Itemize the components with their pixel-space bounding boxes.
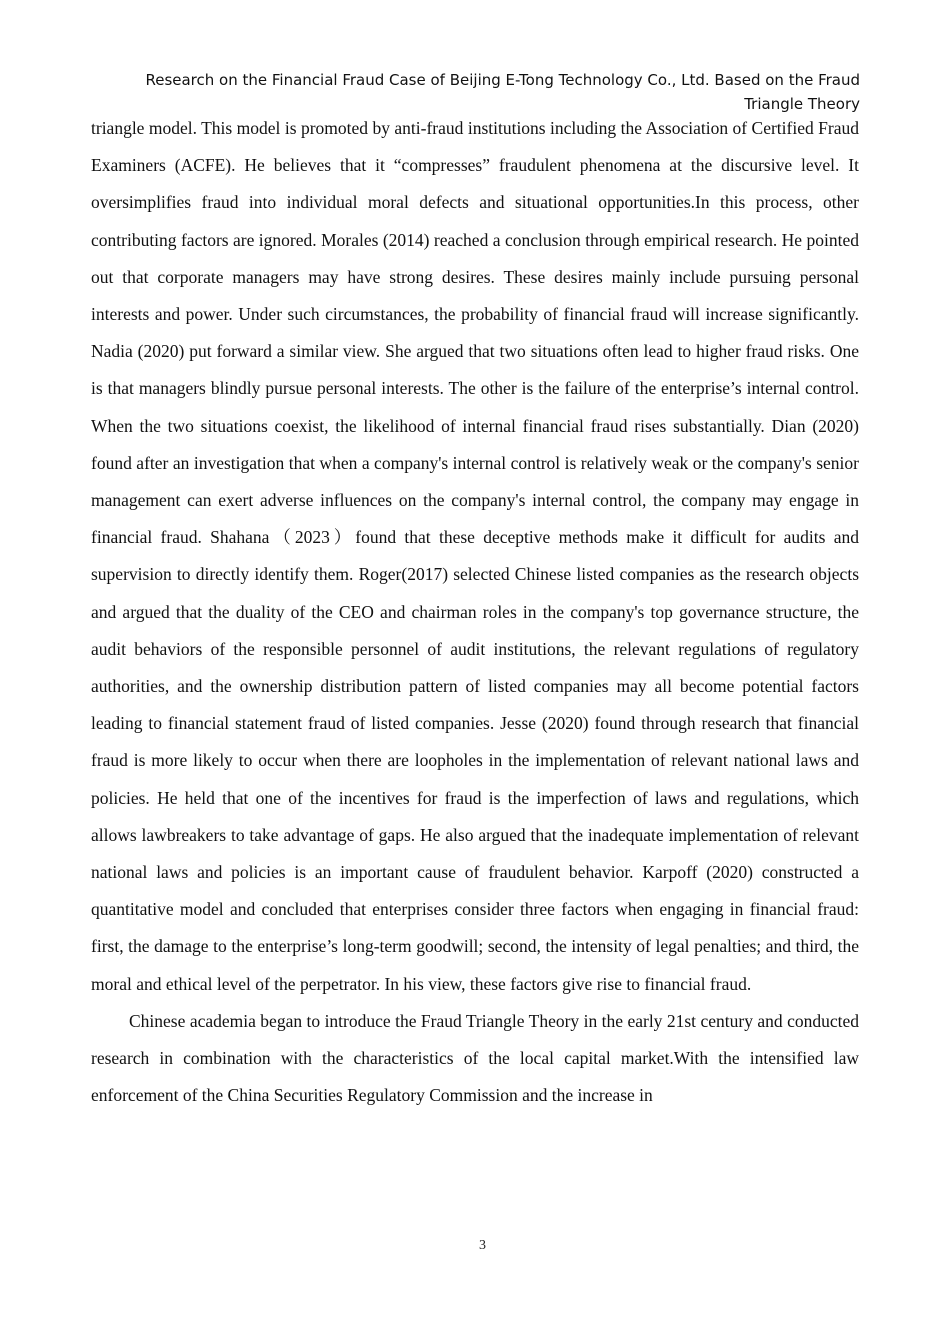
page-number: 3	[479, 1238, 486, 1253]
body-text	[91, 110, 859, 1114]
paragraph-chinese-academia: Chinese academia began to introduce the Fraud Triangle Theory in the early 21st century and conducted research in combination with the characteristics of the local capital market.With the intensified law enforcement of the China Securities Regulatory Commission and the increase in	[91, 1010, 859, 1106]
paragraph-continued: triangle model. This model is promoted by anti-fraud institutions including the Association of Certified Fraud Examiners (ACFE). He believes that it “compresses” fraudulent phenomena at the discursive level. It oversimplifies fraud into individual moral defects and situational opportunities.In this process, other contributing factors are ignored. Morales (2014) reached a conclusion through empirical research. He pointed out that corporate managers may have strong desires. These desires mainly include pursuing personal interests and power. Under such circumstances, the probability of financial fraud will increase significantly. Nadia (2020) put forward a similar view. She argued that two situations often lead to higher fraud risks. One is that managers blindly pursue personal interests. The other is the failure of the enterprise’s internal control. When the two situations coexist, the likelihood of internal financial fraud rises substantially. Dian (2020) found after an investigation that when a company's internal control is relatively weak or the company's senior management can exert adverse influences on the company's internal control, the company may engage in financial fraud. Shahana（2023）found that these deceptive methods make it difficult for audits and supervision to directly identify them. Roger(2017) selected Chinese listed companies as the research objects and argued that the duality of the CEO and chairman roles in the company's top governance structure, the audit behaviors of the responsible personnel of audit institutions, the relevant regulations of regulatory authorities, and the ownership distribution pattern of listed companies may all become potential factors leading to financial statement fraud of listed companies. Jesse (2020) found through research that financial fraud is more likely to occur when there are loopholes in the implementation of relevant national laws and policies. He held that one of the incentives for fraud is the imperfection of laws and regulations, which allows lawbreakers to take advantage of gaps. He also argued that the inadequate implementation of relevant national laws and policies is an important cause of fraudulent behavior. Karpoff (2020) constructed a quantitative model and concluded that enterprises consider three factors when engaging in financial fraud: first, the damage to the enterprise’s long-term goodwill; second, the intensity of legal penalties; and third, the moral and ethical level of the perpetrator. In his view, these factors give rise to financial fraud.	[91, 118, 859, 994]
running-header: Research on the Financial Fraud Case of Beijing E-Tong Technology Co., Ltd. Based on the Fraud Triangle Theory	[145, 71, 860, 113]
